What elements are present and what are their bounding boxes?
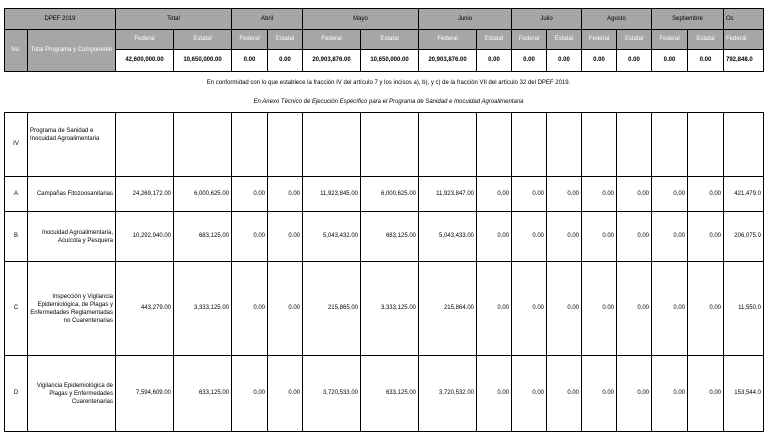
cell: 0.00 xyxy=(582,177,617,212)
cell: 0.00 xyxy=(652,212,688,262)
cell: 0.00 xyxy=(652,356,688,432)
row-label: Vigilancia Epidemiológica de Plagas y Enfermedades Cuarentenarias xyxy=(28,356,116,432)
month-header-abril: Abril xyxy=(232,9,303,30)
sub-header: Estatal xyxy=(174,30,232,50)
month-header-julio: Julio xyxy=(512,9,582,30)
cell: 0.00 xyxy=(512,262,547,356)
cell: 6,000,625.00 xyxy=(174,177,232,212)
total-cell: 0.00 xyxy=(268,50,303,72)
cell: 3,333,125.00 xyxy=(174,262,232,356)
total-cell: 0.00 xyxy=(512,50,547,72)
sub-header: Estatal xyxy=(477,30,512,50)
legal-note: En conformidad con lo que establece la fracción IV del artículo 7 y los incisos a), b), y c) de la fracción VII del artículo 32 del DPEF 2019. xyxy=(206,80,571,86)
total-cell: 0.00 xyxy=(617,50,652,72)
cell: 7,594,609.00 xyxy=(116,356,174,432)
cell: 0.00 xyxy=(617,356,652,432)
total-cell: 792,848.0 xyxy=(724,50,764,72)
cell: 0.00 xyxy=(477,212,512,262)
total-cell: 0.00 xyxy=(652,50,688,72)
row-number: A xyxy=(5,177,28,212)
month-header-junio: Junio xyxy=(419,9,512,30)
cell: 0.00 xyxy=(582,262,617,356)
no-label: No. xyxy=(5,30,28,72)
month-header-agosto: Agosto xyxy=(582,9,652,30)
total-cell: 10,650,000.00 xyxy=(361,50,419,72)
sub-header: Federal xyxy=(303,30,361,50)
cell: 0.00 xyxy=(688,177,724,212)
cell: 153,544.0 xyxy=(724,356,764,432)
table-row xyxy=(5,262,764,356)
cell: 5,043,432.00 xyxy=(303,212,361,262)
cell: 215,865.00 xyxy=(303,262,361,356)
table-row xyxy=(5,356,764,432)
cell: 10,292,940.00 xyxy=(116,212,174,262)
cell: 24,269,172.00 xyxy=(116,177,174,212)
month-header-octubre: Oc xyxy=(724,9,764,30)
cell: 0.00 xyxy=(512,356,547,432)
row-label: Inocuidad Agroalimentaria, Acuícola y Pesquera xyxy=(28,212,116,262)
month-header-total: Total xyxy=(116,9,232,30)
cell: 6,000,625.00 xyxy=(361,177,419,212)
sub-header: Federal xyxy=(232,30,268,50)
sub-header: Federal xyxy=(652,30,688,50)
cell: 443,279.00 xyxy=(116,262,174,356)
total-cell: 42,600,000.00 xyxy=(116,50,174,72)
table-row xyxy=(5,113,764,177)
annex-note: En Anexo Técnico de Ejecución Específico para el Programa de Sanidad e Inocuidad Agroalimentaria xyxy=(253,99,524,105)
row-number: IV xyxy=(5,113,28,177)
sub-header: Estatal xyxy=(268,30,303,50)
sub-header: Federal xyxy=(582,30,617,50)
cell: 0.00 xyxy=(268,356,303,432)
cell: 0.00 xyxy=(652,177,688,212)
sub-header: Federal xyxy=(419,30,477,50)
cell: 0.00 xyxy=(617,177,652,212)
total-cell: 20,903,876.00 xyxy=(419,50,477,72)
sub-header: Federal xyxy=(512,30,547,50)
total-cell: 0.00 xyxy=(232,50,268,72)
cell: 206,075.0 xyxy=(724,212,764,262)
row-label: Programa de Sanidad e Inocuidad Agroalimentaria xyxy=(28,113,116,177)
cell: 5,043,433.00 xyxy=(419,212,477,262)
cell: 0.00 xyxy=(512,212,547,262)
cell: 0.00 xyxy=(232,212,268,262)
month-header-septiembre: Septiembre xyxy=(652,9,724,30)
cell: 0.00 xyxy=(547,212,582,262)
cell: 0.00 xyxy=(582,356,617,432)
sub-header: Estatal xyxy=(361,30,419,50)
cell: 0.00 xyxy=(652,262,688,356)
cell: 0.00 xyxy=(688,262,724,356)
sub-header: Estatal xyxy=(688,30,724,50)
sub-header: Estatal xyxy=(547,30,582,50)
program-table xyxy=(4,112,764,432)
cell: 0.00 xyxy=(547,356,582,432)
cell: 0.00 xyxy=(688,356,724,432)
sub-header: Federal xyxy=(116,30,174,50)
cell: 683,125.00 xyxy=(174,212,232,262)
row-label: Inspección y Vigilancia Epidemiológica, de Plagas y Enfermedades Reglamentadas no Cuarentenarias xyxy=(28,262,116,356)
cell: 0.00 xyxy=(232,356,268,432)
cell: 0.00 xyxy=(547,262,582,356)
cell: 11,923,845.00 xyxy=(303,177,361,212)
dpef-label: DPEF 2019 xyxy=(5,9,116,30)
total-cell: 0.00 xyxy=(582,50,617,72)
cell: 0.00 xyxy=(512,177,547,212)
cell: 3,333,125.00 xyxy=(361,262,419,356)
cell: 0.00 xyxy=(477,356,512,432)
cell: 0.00 xyxy=(268,177,303,212)
cell: 11,923,847.00 xyxy=(419,177,477,212)
header-table xyxy=(4,8,764,72)
cell: 0.00 xyxy=(268,212,303,262)
cell: 633,125.00 xyxy=(174,356,232,432)
total-cell: 0.00 xyxy=(477,50,512,72)
cell: 0.00 xyxy=(268,262,303,356)
total-cell: 20,903,876.00 xyxy=(303,50,361,72)
total-cell: 10,650,000.00 xyxy=(174,50,232,72)
sub-header: Federal xyxy=(724,30,764,50)
cell: 3,720,532.00 xyxy=(419,356,477,432)
cell: 3,720,533.00 xyxy=(303,356,361,432)
row-label: Campañas Fitozoosanitarias xyxy=(28,177,116,212)
cell: 0.00 xyxy=(477,177,512,212)
cell: 0.00 xyxy=(232,177,268,212)
table-row xyxy=(5,212,764,262)
table-row xyxy=(5,177,764,212)
total-cell: 0.00 xyxy=(688,50,724,72)
cell: 215,864.00 xyxy=(419,262,477,356)
total-program-label: Total Programa y Componente xyxy=(28,30,116,72)
cell: 0.00 xyxy=(617,212,652,262)
total-cell: 0.00 xyxy=(547,50,582,72)
month-header-mayo: Mayo xyxy=(303,9,419,30)
cell: 0.00 xyxy=(582,212,617,262)
cell: 11,550.0 xyxy=(724,262,764,356)
cell: 683,125.00 xyxy=(361,212,419,262)
row-number: D xyxy=(5,356,28,432)
row-number: B xyxy=(5,212,28,262)
cell: 0.00 xyxy=(617,262,652,356)
cell: 421,479.0 xyxy=(724,177,764,212)
row-number: C xyxy=(5,262,28,356)
cell: 0.00 xyxy=(477,262,512,356)
cell: 633,125.00 xyxy=(361,356,419,432)
sub-header: Estatal xyxy=(617,30,652,50)
cell: 0.00 xyxy=(232,262,268,356)
cell: 0.00 xyxy=(547,177,582,212)
cell: 0.00 xyxy=(688,212,724,262)
